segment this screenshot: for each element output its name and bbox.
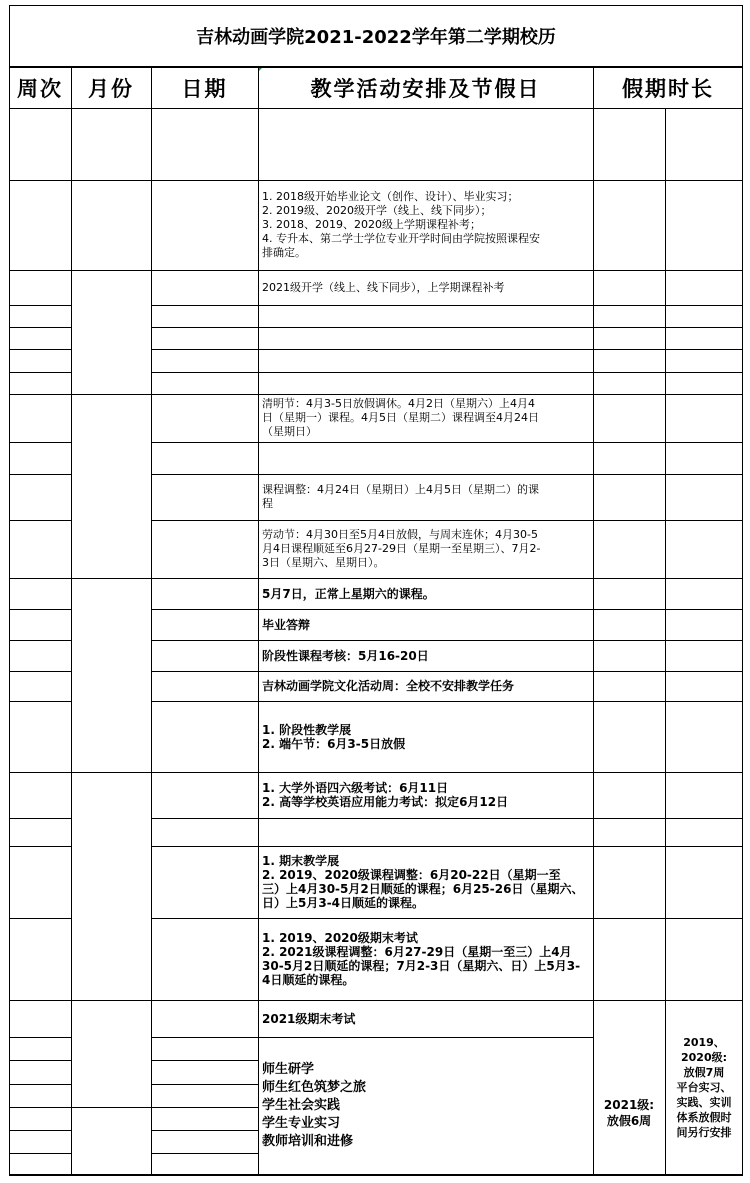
week-number: [9, 671, 71, 701]
grid-line: [665, 609, 743, 610]
activity-line: 程: [262, 497, 273, 510]
holiday-line: 平台实习、: [676, 1081, 732, 1094]
week-number: [9, 520, 71, 578]
activity-line: 月4日课程顺延至6月27-29日（星期一至星期三）、7月2-: [262, 542, 541, 555]
month-label: [71, 394, 151, 578]
week-number: [9, 474, 71, 520]
week-date: [151, 818, 258, 846]
grid-line: [593, 818, 665, 819]
grid-line: [151, 1175, 258, 1176]
activity-line: 三）上4月30-5月2日顺延的课程；6月25-26日（星期六、: [262, 882, 584, 896]
summer-activities: [262, 1037, 589, 1175]
activity-line: 3日（星期六、星期日）。: [262, 556, 385, 569]
grid-line: [593, 918, 665, 919]
grid-line: [665, 394, 743, 395]
activity-line: （星期日）: [262, 425, 317, 438]
activity-line: 3. 2018、2019、2020级上学期课程补考；: [262, 218, 481, 231]
summer-activity-line: 学生社会实践: [262, 1098, 341, 1113]
week-number: [9, 640, 71, 671]
activity-cell: [262, 394, 589, 442]
grid-line: [71, 1175, 151, 1176]
week-number: [9, 818, 71, 846]
activity-line: 2. 端午节：6月3-5日放假: [262, 736, 406, 751]
holiday-line: 放假7周: [683, 1066, 725, 1079]
week-number: [9, 846, 71, 918]
activity-line: 1. 2018级开始毕业论文（创作、设计）、毕业实习；: [262, 190, 519, 203]
week-number: [9, 701, 71, 772]
week-date: [151, 1107, 258, 1130]
activity-cell: [262, 1000, 589, 1037]
week-number: [9, 180, 71, 270]
summer-activity-line: 师生红色筑梦之旅: [262, 1080, 367, 1095]
week-number: [9, 1107, 71, 1130]
holiday-line: 间另行安排: [676, 1126, 732, 1139]
grid-line: [258, 349, 593, 350]
grid-line: [9, 1175, 71, 1176]
holiday-grade-2021: [593, 1000, 665, 1175]
week-number: [9, 349, 71, 372]
activity-line: 1. 阶段性教学展: [262, 722, 352, 737]
header-date: 日期: [181, 76, 228, 101]
activity-line: 劳动节：4月30日至5月4日放假，与周末连休；4月30-5: [262, 528, 538, 541]
week-date: [151, 1060, 258, 1084]
week-number: [9, 578, 71, 609]
week-date: [151, 305, 258, 327]
week-number: [9, 442, 71, 474]
week-number: [9, 1084, 71, 1107]
activity-line: 吉林动画学院文化活动周：全校不安排教学任务: [262, 679, 515, 693]
grid-line: [665, 578, 743, 579]
activity-cell: [262, 918, 589, 1000]
grid-line: [665, 818, 743, 819]
grid-line: [593, 394, 665, 395]
grid-line: [593, 180, 665, 181]
week-date: [151, 640, 258, 671]
summer-activity-line: 学生专业实习: [262, 1116, 341, 1131]
activity-cell: [262, 180, 589, 270]
grid-line: [593, 609, 665, 610]
grid-line: [593, 520, 665, 521]
week-date: [151, 578, 258, 609]
activity-cell: [262, 671, 589, 701]
header-holiday: 假期时长: [622, 76, 714, 101]
activity-line: 2021级期末考试: [262, 1011, 356, 1026]
week-number: [9, 772, 71, 818]
activity-line: 2. 2019级、2020级开学（线上、线下同步）；: [262, 204, 492, 217]
grid-line: [593, 671, 665, 672]
grid-line: [665, 442, 743, 443]
grid-line: [665, 918, 743, 919]
activity-cell: [262, 609, 589, 640]
grid-line: [665, 349, 743, 350]
activity-cell: [262, 701, 589, 772]
month-label: [71, 108, 151, 180]
week-number: [9, 270, 71, 305]
month-label: [71, 772, 151, 1000]
week-date: [151, 474, 258, 520]
grid-line: [665, 372, 743, 373]
grid-line: [258, 327, 593, 328]
activity-line: 日（星期一）课程。4月5日（星期二）课程调至4月24日: [262, 411, 539, 424]
activity-line: 1. 2019、2020级期末考试: [262, 931, 418, 945]
activity-line: 日）上5月3-4日顺延的课程。: [262, 896, 425, 910]
grid-line: [258, 67, 259, 1175]
activity-line: 4. 专升本、第二学士学位专业开学时间由学院按照课程安: [262, 232, 540, 245]
month-label: [71, 1107, 151, 1175]
month-label: [71, 578, 151, 772]
activity-line: 2. 高等学校英语应用能力考试：拟定6月12日: [262, 795, 509, 809]
holiday-grade-2019-2020: [666, 1000, 742, 1175]
grid-line: [665, 270, 743, 271]
week-number: [9, 1037, 71, 1060]
grid-line: [593, 270, 665, 271]
summer-activity-line: 师生研学: [262, 1062, 315, 1077]
activity-line: 阶段性课程考核：5月16-20日: [262, 648, 429, 663]
week-number: [9, 305, 71, 327]
week-number: [9, 609, 71, 640]
week-date: [151, 1000, 258, 1037]
activity-line: 4日顺延的课程。: [262, 973, 355, 987]
grid-line: [258, 305, 593, 306]
activity-cell: [262, 270, 589, 305]
grid-line: [665, 305, 743, 306]
header-month: 月份: [88, 76, 134, 101]
grid-line: [258, 442, 593, 443]
grid-line: [665, 520, 743, 521]
holiday-line: 实践、实训: [676, 1096, 732, 1109]
week-number: [9, 1060, 71, 1084]
month-label: [71, 270, 151, 394]
grid-line: [665, 772, 743, 773]
week-number: [9, 394, 71, 442]
week-date: [151, 520, 258, 578]
week-date: [151, 394, 258, 442]
holiday-line: 放假6周: [606, 1113, 652, 1128]
header-week: 周次: [17, 76, 63, 101]
week-date: [151, 270, 258, 305]
activity-line: 1. 大学外语四六级考试：6月11日: [262, 781, 449, 795]
week-date: [151, 327, 258, 349]
week-number: [9, 327, 71, 349]
week-date: [151, 442, 258, 474]
grid-line: [258, 372, 593, 373]
grid-line: [593, 305, 665, 306]
grid-line: [593, 474, 665, 475]
grid-line: [593, 442, 665, 443]
grid-line: [593, 1175, 743, 1176]
week-number: [9, 918, 71, 1000]
activity-line: 课程调整：4月24日（星期日）上4月5日（星期二）的课: [262, 483, 539, 496]
grid-line: [593, 327, 665, 328]
activity-line: 2021级开学（线上、线下同步），上学期课程补考: [262, 280, 505, 294]
grid-line: [9, 67, 743, 68]
grid-line: [593, 349, 665, 350]
activity-line: 1. 期末教学展: [262, 854, 340, 868]
grid-line: [665, 846, 743, 847]
week-date: [151, 701, 258, 772]
week-date: [151, 1037, 258, 1060]
grid-line: [593, 578, 665, 579]
activity-line: 30-5月2日顺延的课程；7月2-3日（星期六、日）上5月3-: [262, 959, 581, 973]
week-date: [151, 772, 258, 818]
summer-activity-line: 教师培训和进修: [262, 1134, 354, 1149]
activity-line: 排确定。: [262, 246, 306, 259]
activity-line: 毕业答辩: [262, 617, 311, 632]
activity-cell: [262, 640, 589, 671]
grid-line: [258, 818, 593, 819]
week-number: [9, 1130, 71, 1153]
holiday-line: 体系放假时: [676, 1111, 732, 1124]
month-label: [71, 1000, 151, 1107]
week-number: [9, 1000, 71, 1037]
activity-cell: [262, 846, 589, 918]
week-number: [9, 372, 71, 394]
activity-cell: [262, 772, 589, 818]
grid-line: [665, 671, 743, 672]
week-date: [151, 1153, 258, 1175]
grid-line: [665, 701, 743, 702]
week-date: [151, 671, 258, 701]
holiday-line: 2021级:: [603, 1097, 655, 1112]
week-date: [151, 918, 258, 1000]
grid-line: [593, 640, 665, 641]
header-activity: 教学活动安排及节假日: [310, 76, 541, 101]
week-number: [9, 1153, 71, 1175]
grid-line: [593, 846, 665, 847]
activity-line: 2. 2021级课程调整：6月27-29日（星期一至三）上4月: [262, 945, 572, 959]
month-label: [71, 180, 151, 270]
activity-cell: [262, 474, 589, 520]
grid-line: [665, 640, 743, 641]
grid-line: [593, 701, 665, 702]
activity-line: 清明节：4月3-5日放假调休。4月2日（星期六）上4月4: [262, 397, 535, 410]
activity-cell: [262, 520, 589, 578]
activity-cell: [262, 578, 589, 609]
week-date: [151, 180, 258, 270]
week-date: [151, 1084, 258, 1107]
week-date: [151, 372, 258, 394]
activity-line: 5月7日，正常上星期六的课程。: [262, 586, 435, 601]
week-date: [151, 1130, 258, 1153]
grid-line: [593, 772, 665, 773]
activity-line: 2. 2019、2020级课程调整：6月20-22日（星期一至: [262, 868, 561, 882]
page-title: 吉林动画学院2021-2022学年第二学期校历: [9, 5, 743, 67]
grid-line: [258, 1175, 593, 1176]
holiday-line: 2020级:: [680, 1051, 727, 1064]
grid-line: [665, 327, 743, 328]
grid-line: [665, 474, 743, 475]
week-date: [151, 349, 258, 372]
week-date: [151, 609, 258, 640]
grid-line: [665, 180, 743, 181]
holiday-line: 2019、: [683, 1036, 725, 1049]
grid-line: [593, 372, 665, 373]
week-date: [151, 846, 258, 918]
